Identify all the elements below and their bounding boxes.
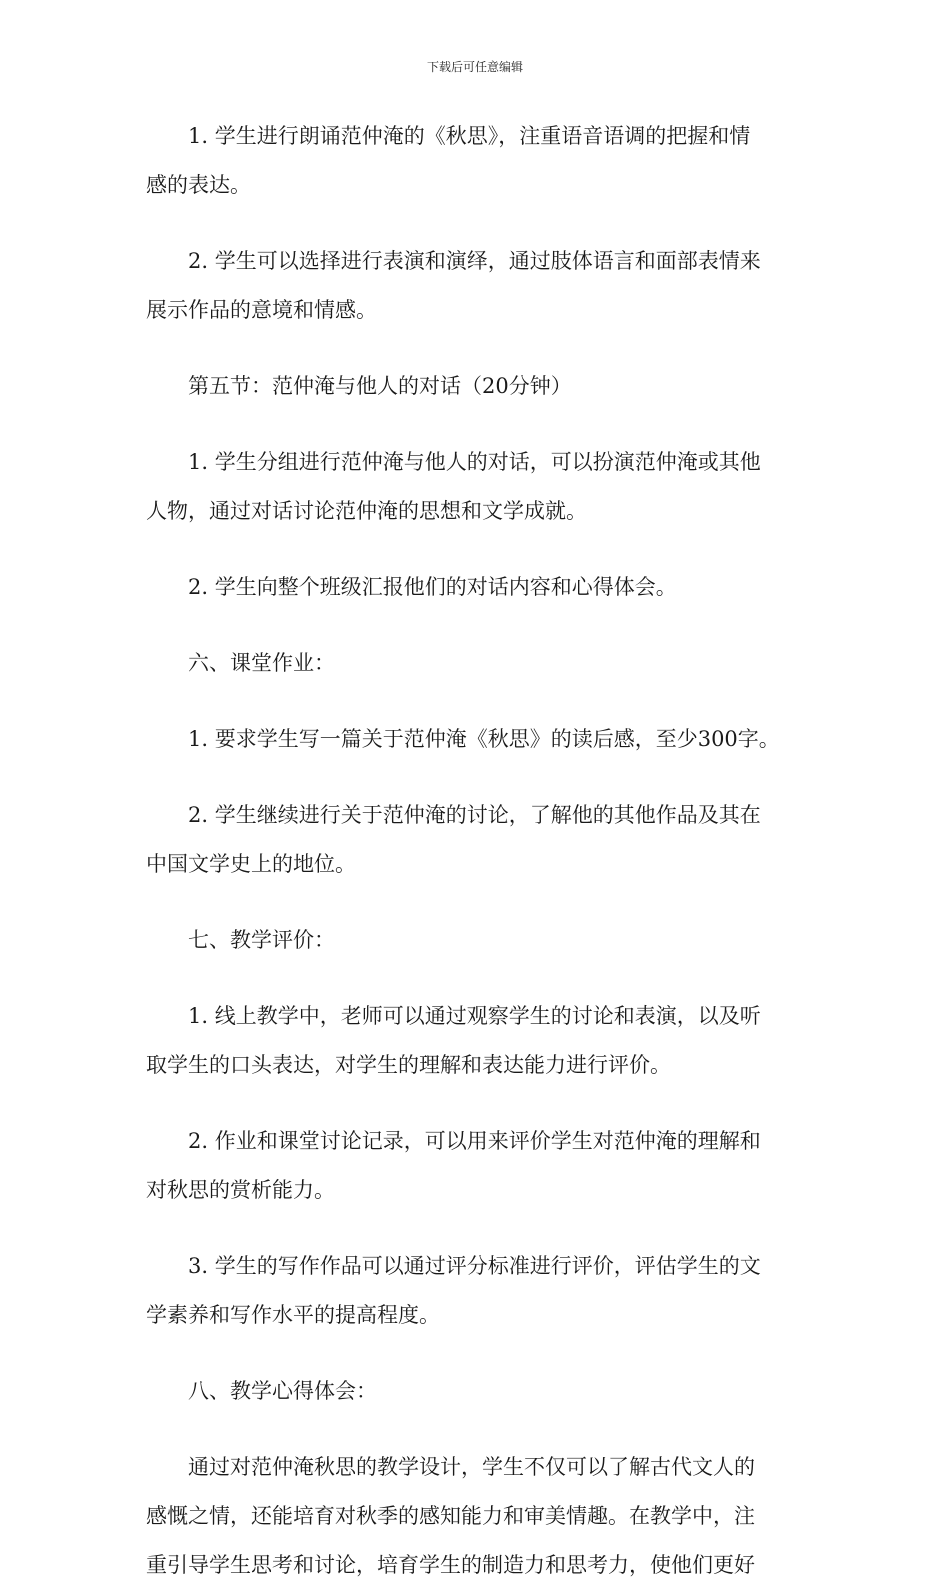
paragraph-evaluation-2 [146,1117,810,1215]
section-heading-6 [146,639,810,688]
paragraph-line: 重引导学生思考和讨论，培育学生的制造力和思考力，使他们更好 [146,1553,755,1577]
paragraph-evaluation-1 [146,992,810,1090]
paragraph-line: 2. 作业和课堂讨论记录，可以用来评价学生对范仲淹的理解和 [188,1129,761,1153]
paragraph-line: 中国文学史上的地位。 [146,852,356,876]
paragraph-dialogue [146,438,810,536]
paragraph-line: 对秋思的赏析能力。 [146,1178,335,1202]
page-header: 下载后可任意编辑 [426,60,523,74]
paragraph-performance [146,237,810,335]
paragraph-line: 通过对范仲淹秋思的教学设计，学生不仅可以了解古代文人的 [188,1455,755,1479]
paragraph-line: 感的表达。 [146,173,251,197]
paragraph-line: 七、教学评价： [188,928,335,952]
paragraph-line: 八、教学心得体会： [188,1379,377,1403]
paragraph-homework-2 [146,791,810,889]
paragraph-line: 人物，通过对话讨论范仲淹的思想和文学成就。 [146,499,587,523]
paragraph-line: 1. 学生进行朗诵范仲淹的《秋思》，注重语音语调的把握和情 [188,124,751,148]
paragraph-reflection [146,1443,810,1590]
section-heading-8 [146,1367,810,1416]
paragraph-line: 1. 线上教学中，老师可以通过观察学生的讨论和表演，以及听 [188,1004,761,1028]
section-heading-7 [146,916,810,965]
paragraph-report [146,563,810,612]
paragraph-evaluation-3 [146,1242,810,1340]
paragraph-line: 取学生的口头表达，对学生的理解和表达能力进行评价。 [146,1053,671,1077]
paragraph-line: 2. 学生向整个班级汇报他们的对话内容和心得体会。 [188,575,677,599]
paragraph-line: 1. 要求学生写一篇关于范仲淹《秋思》的读后感，至少300字。 [188,727,780,751]
paragraph-line: 学素养和写作水平的提高程度。 [146,1303,440,1327]
paragraph-recitation [146,112,810,210]
paragraph-line: 3. 学生的写作作品可以通过评分标准进行评价，评估学生的文 [188,1254,761,1278]
paragraph-line: 2. 学生可以选择进行表演和演绎，通过肢体语言和面部表情来 [188,249,761,273]
paragraph-line: 第五节：范仲淹与他人的对话（20分钟） [188,374,572,398]
paragraph-line: 2. 学生继续进行关于范仲淹的讨论，了解他的其他作品及其在 [188,803,761,827]
paragraph-line: 六、课堂作业： [188,651,335,675]
section-heading-5 [146,362,810,411]
paragraph-line: 1. 学生分组进行范仲淹与他人的对话，可以扮演范仲淹或其他 [188,450,761,474]
paragraph-homework-1 [146,715,810,764]
paragraph-line: 展示作品的意境和情感。 [146,298,377,322]
paragraph-line: 感慨之情，还能培育对秋季的感知能力和审美情趣。在教学中，注 [146,1504,755,1528]
document-body [146,112,810,1590]
